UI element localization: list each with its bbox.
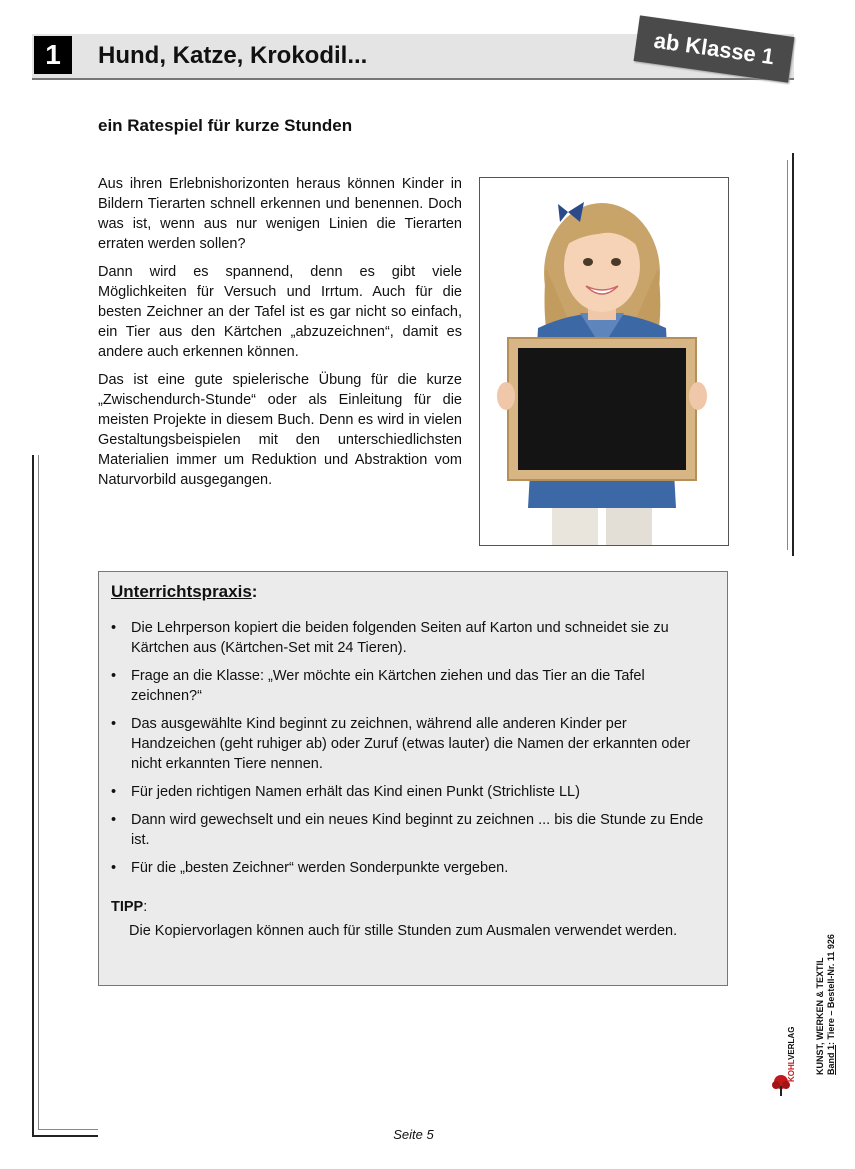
photo-illustration	[480, 178, 728, 545]
volume-details: : Tiere – Bestell-Nr. 11 926	[826, 934, 836, 1045]
left-margin-line-inner	[38, 455, 39, 1130]
tip-label	[111, 899, 147, 915]
grade-badge: ab Klasse 1	[634, 15, 795, 82]
bullet: •	[111, 716, 117, 732]
practice-box	[98, 571, 728, 986]
practice-heading	[111, 582, 257, 602]
page-number: Seite 5	[393, 1127, 434, 1142]
list-item-text: Für jeden richtigen Namen erhält das Kind einen Punkt (Strichliste LL)	[131, 784, 580, 800]
series-volume	[826, 845, 837, 1075]
bullet: •	[111, 812, 117, 828]
bullet: •	[111, 668, 117, 684]
publisher-name-red: KOHL	[787, 1059, 796, 1082]
tree-logo-icon	[771, 1074, 791, 1101]
right-margin-line	[792, 153, 794, 556]
series-info	[815, 845, 855, 1075]
list-item-text: Für die „besten Zeichner“ werden Sonderpunkte vergeben.	[131, 860, 509, 876]
practice-heading-text: Unterrichtspraxis	[111, 582, 252, 601]
tip-text: Die Kopiervorlagen können auch für stille Stunden zum Ausmalen verwendet werden.	[129, 923, 678, 939]
practice-list	[111, 618, 711, 886]
publisher-name	[787, 1022, 801, 1082]
tip-label-text: TIPP	[111, 899, 144, 915]
left-margin-line	[32, 455, 34, 1137]
bullet: •	[111, 860, 117, 876]
bullet: •	[111, 784, 117, 800]
photo-girl-with-chalkboard	[479, 177, 729, 546]
list-item	[111, 714, 711, 774]
intro-paragraph: Aus ihren Erlebnishorizonten heraus können Kinder in Bildern Tierarten schnell erkennen und benennen. Doch was ist, wenn aus nur wenigen Linien die Tierarten erraten werden sollen?	[98, 176, 462, 252]
list-item	[111, 858, 711, 878]
volume-label: Band 1	[826, 1044, 836, 1075]
list-item-text: Das ausgewählte Kind beginnt zu zeichnen, während alle anderen Kinder per Handzeichen (geht ruhiger ab) oder Zuruf (etwas lauter) die Namen der erkannten oder nicht erkannten Tiere nennen.	[131, 716, 691, 772]
bullet: •	[111, 620, 117, 636]
chapter-number: 1	[34, 36, 72, 74]
subtitle: ein Ratespiel für kurze Stunden	[98, 116, 353, 135]
list-item	[111, 618, 711, 658]
list-item-text: Frage an die Klasse: „Wer möchte ein Kärtchen ziehen und das Tier an die Tafel zeichnen?“	[131, 668, 645, 704]
list-item	[111, 782, 711, 802]
intro-paragraph: Das ist eine gute spielerische Übung für die kurze „Zwischendurch-Stunde“ oder als Einleitung für die meisten Projekte in diesem Buch. Denn es wird in vielen Gestaltungsbeispielen mit den unterschiedlichsten Materialien immer um Reduktion und Abstraktion vom Naturvorbild ausgegangen.	[98, 372, 462, 488]
series-title: KUNST, WERKEN & TEXTIL	[815, 957, 825, 1075]
right-margin-line-inner	[787, 160, 788, 550]
intro-paragraph: Dann wird es spannend, denn es gibt viele Möglichkeiten für Versuch und Irrtum. Auch für die besten Zeichner an der Tafel ist es gar nicht so einfach, ein Tier aus den Kärtchen „abzuzeichnen“, damit es andere auch erkennen können.	[98, 264, 462, 360]
list-item	[111, 810, 711, 850]
practice-heading-colon: :	[251, 582, 258, 601]
list-item-text: Die Lehrperson kopiert die beiden folgenden Seiten auf Karton und schneidet sie zu Kärtchen aus (Kärtchen-Set mit 24 Tieren).	[131, 620, 669, 656]
page-title: Hund, Katze, Krokodil...	[98, 42, 368, 69]
list-item	[111, 666, 711, 706]
header-divider	[32, 78, 794, 80]
list-item-text: Dann wird gewechselt und ein neues Kind beginnt zu zeichnen ... bis die Stunde zu Ende ist.	[131, 812, 704, 848]
publisher-name-rest: VERLAG	[787, 1026, 796, 1060]
intro-text	[98, 174, 462, 498]
tip-label-colon: :	[143, 899, 148, 915]
